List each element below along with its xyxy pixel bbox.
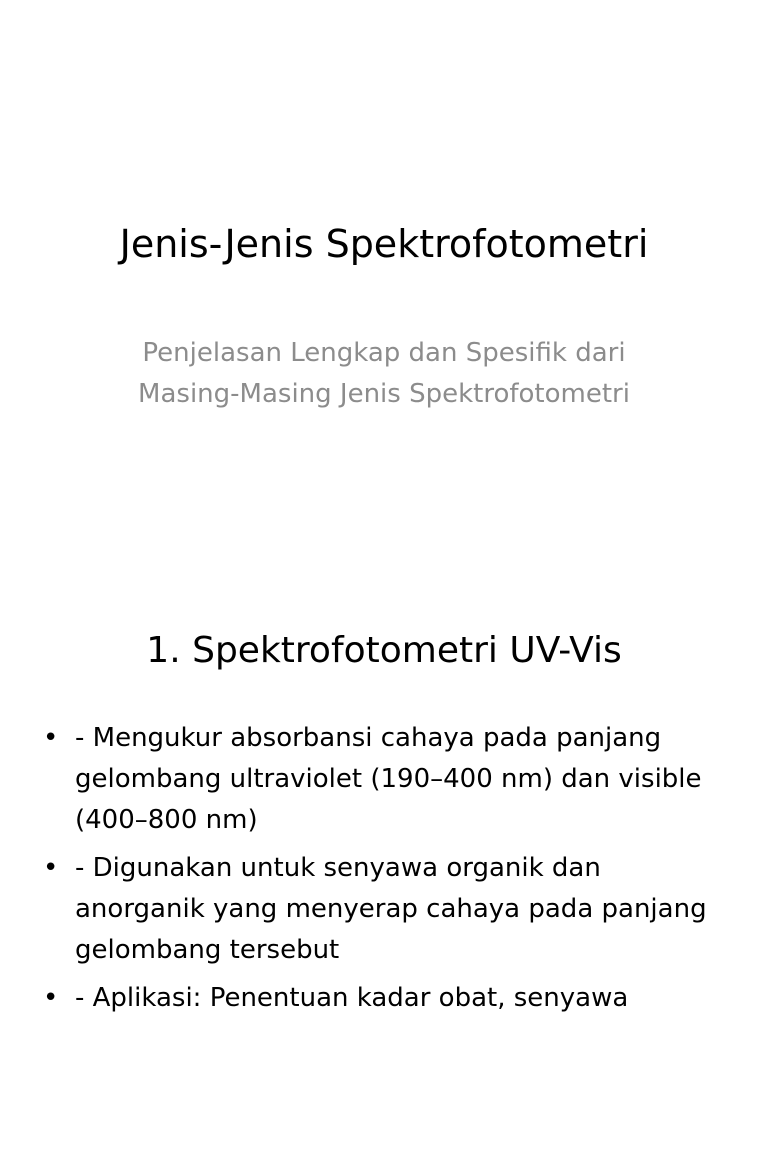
bullet-text: - Digunakan untuk senyawa organik dan anorganik yang menyerap cahaya pada panjang gelombang tersebut — [75, 853, 707, 965]
slide-heading: 1. Spektrofotometri UV-Vis — [146, 630, 622, 671]
bullet-icon: • — [43, 983, 59, 1013]
slide-title: Jenis-Jenis Spektrofotometri — [119, 222, 649, 266]
content-slide — [0, 576, 768, 1152]
bullet-list — [40, 718, 720, 1026]
slide-subtitle: Penjelasan Lengkap dan Spesifik dari Masing-Masing Jenis Spektrofotometri — [138, 338, 630, 409]
bullet-text: - Mengukur absorbansi cahaya pada panjang gelombang ultraviolet (190–400 nm) dan visible (400–800 nm) — [75, 723, 702, 835]
bullet-item — [40, 718, 720, 841]
bullet-item — [40, 848, 720, 971]
bullet-item — [40, 978, 720, 1019]
bullet-icon: • — [43, 723, 59, 753]
bullet-icon: • — [43, 853, 59, 883]
bullet-text: - Aplikasi: Penentuan kadar obat, senyawa — [75, 983, 629, 1013]
